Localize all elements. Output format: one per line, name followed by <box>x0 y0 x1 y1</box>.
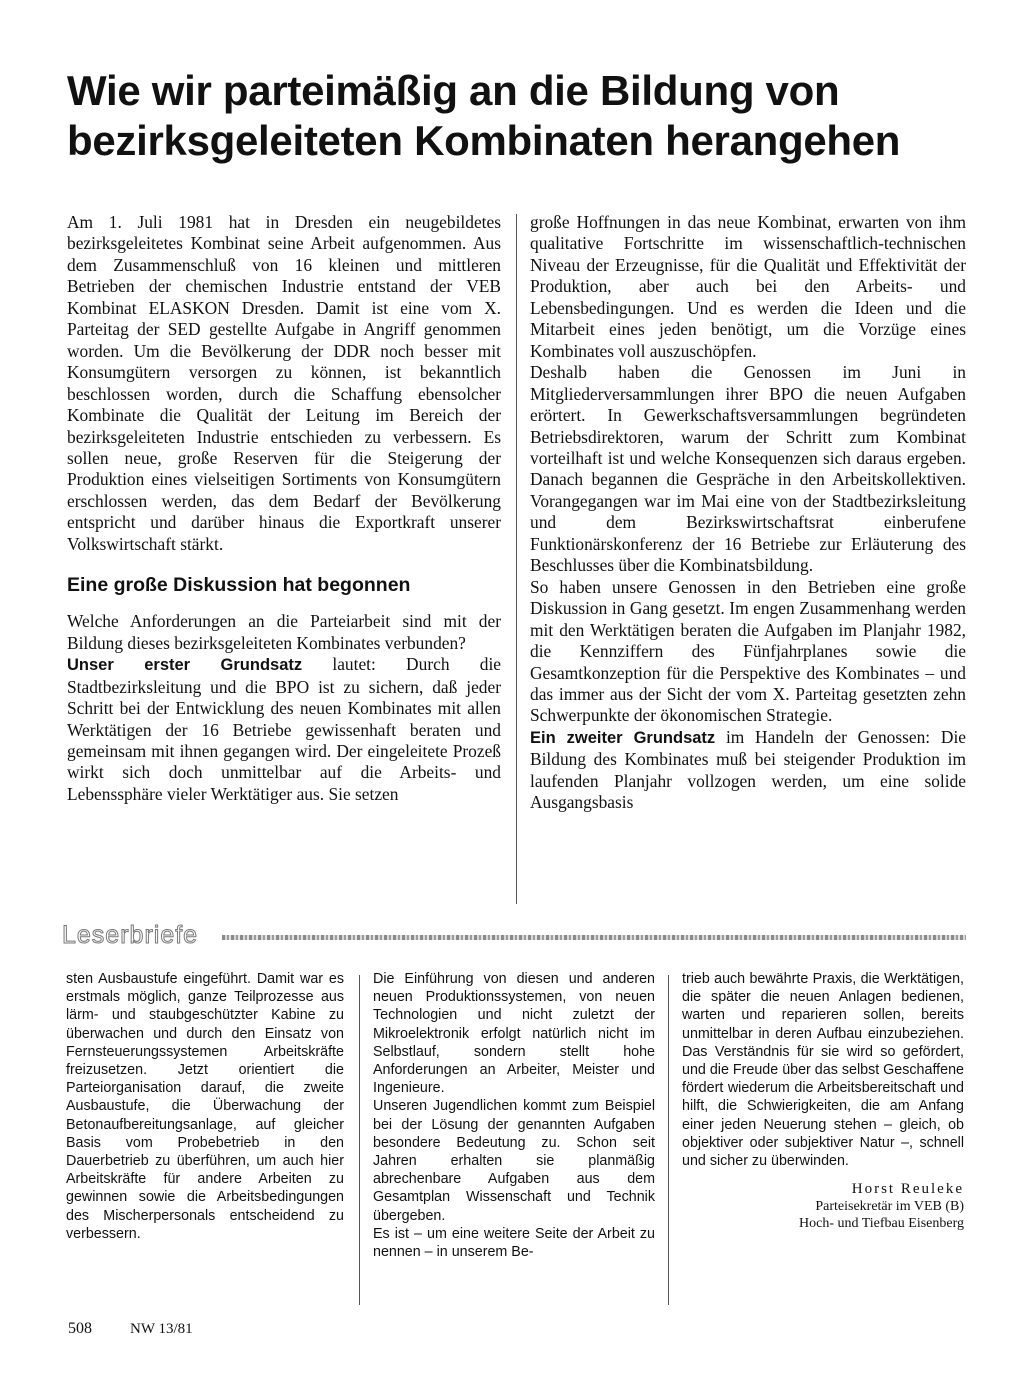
author-role: Parteisekretär im VEB (B) <box>815 1199 964 1215</box>
lead-phrase: Ein zweiter Grundsatz <box>530 728 716 747</box>
letter-paragraph: Die Einführung von diesen und anderen neuen Produktionssystemen, von neuen Technologien und nicht zuletzt der Mikroelektronik erfolgt natürlich nicht im Selbstlauf, sondern stellt hohe Anforderungen an Arbeiter, Meister und Ingenieure. <box>373 971 655 1097</box>
headline: Wie wir parteimäßig an die Bildung von bezirksgeleiteten Kombinaten herangehen <box>67 67 901 164</box>
paragraph-text: im Handeln der Genossen: Die Bildung des Kombinates muß bei steigender Produktion im laufenden Planjahr vollzogen werden, um eine solide Ausgangsbasis <box>530 726 966 813</box>
letters-column-3 <box>682 970 964 1232</box>
article-paragraph <box>530 727 966 814</box>
issue-label: NW 13/81 <box>130 1321 193 1337</box>
column-divider <box>359 975 360 1305</box>
article-paragraph: große Hoffnungen in das neue Kombinat, erwarten von ihm qualitative Fortschritte im wissenschaftlich-technischen Niveau der Erzeugnisse, für die Qualität und Effektivität der Produktion, aber auch bei den Arbeits- und Lebensbedingungen. Und es werden die Ideen und die Mitarbeit eines jeden benötigt, um die Vorzüge eines Kombinates voll auszuschöpfen. <box>530 212 966 361</box>
page-footer <box>68 1320 193 1338</box>
letters-column-1 <box>66 970 344 1243</box>
letters-column-2 <box>373 970 655 1261</box>
rubric-decorative-bar <box>222 935 966 940</box>
letter-paragraph: Es ist – um eine weitere Seite der Arbeit zu nennen – in unserem Be- <box>373 1225 655 1261</box>
article-paragraph: Am 1. Juli 1981 hat in Dresden ein neugebildetes bezirksgeleitetes Kombinat seine Arbeit aufgenommen. Aus dem Zusammenschluß von 16 kleinen und mittleren Betrieben der chemischen Industrie entstand der VEB Kombinat ELASKON Dresden. Damit ist eine vom X. Parteitag der SED gestellte Aufgabe in Angriff genommen worden. Um die Bevölkerung der DDR noch besser mit Konsumgütern versorgen zu können, ist bekanntlich beschlossen worden, durch die Schaffung ebensolcher Kombinate die Qualität der Leitung im Bereich der bezirksgeleiteten Industrie entschieden zu verbessern. Es sollen neue, große Reserven für die Steigerung der Produktion eines vielseitigen Sortiments von Konsumgütern erschlossen werden, das dem Bedarf der Bevölkerung entspricht und darüber hinaus die Exportkraft unserer Volkswirtschaft stärkt. <box>67 212 501 554</box>
paragraph-text: lautet: Durch die Stadtbezirksleitung und die BPO ist zu sichern, daß jeder Schritt bei der Entwicklung des neuen Kombinates mit allen Werktätigen der 16 Betriebe gewissenhaft beraten und gemeinsam mit ihnen gegangen wird. Der eingeleitete Prozeß wirkt sich doch unmittelbar auf die Arbeits- und Lebenssphäre vieler Werktätiger aus. Sie setzen <box>67 654 501 804</box>
author-affiliation: Hoch- und Tiefbau Eisenberg <box>799 1216 964 1232</box>
page-number: 508 <box>68 1320 92 1337</box>
letter-paragraph: Unseren Jugendlichen kommt zum Beispiel bei der Lösung der genannten Aufgaben besondere Bedeutung zu. Schon seit Jahren erhalten sie planmäßig abrechenbare Aufgaben aus dem Gesamtplan Wissenschaft und Technik übergeben. <box>373 1098 655 1224</box>
section-rubric: Leserbriefe <box>62 921 199 949</box>
author-name: Horst Reuleke <box>851 1181 964 1198</box>
article-paragraph: Deshalb haben die Genossen im Juni in Mitgliederversammlungen ihrer BPO die neuen Aufgaben erörtert. In Gewerkschaftsversammlungen begründeten Betriebsdirektoren, warum der Schritt zum Kombinat vorteilhaft ist und welche Konsequenzen sich daraus ergeben. Danach begannen die Gespräche in den Arbeitskollektiven. Vorangegangen war im Mai eine von der Stadtbezirksleitung und dem Bezirkswirtschaftsrat einberufene Funktionärskonferenz der 16 Betriebe zur Erläuterung des Beschlusses über die Kombinatsbildung. <box>530 362 966 576</box>
letter-signature <box>682 1180 964 1232</box>
article-column-right <box>530 212 966 814</box>
column-divider <box>516 214 517 904</box>
letter-paragraph: trieb auch bewährte Praxis, die Werktätigen, die später die neuen Anlagen bedienen, warten und reparieren sollen, bereits unmittelbar in deren Aufbau einzubeziehen. Das Verständnis für sie wird so gefördert, und die Freude über das selbst Geschaffene fördert wiederum die Arbeitsbereitschaft und hilft, die Schwierigkeiten, die am Anfang einer jeden Neuerung stehen – gleich, ob objektiver oder subjektiver Natur –, schnell und sicher zu überwinden. <box>682 971 964 1170</box>
section-subheading: Eine große Diskussion hat begonnen <box>67 574 411 597</box>
letter-paragraph: sten Ausbaustufe eingeführt. Damit war es erstmals möglich, ganze Teilprozesse aus lärm- und staubgeschützter Kabine zu überwachen und durch den Einsatz von Fernsteuerungssystemen Arbeitskräfte freizusetzen. Jetzt orientiert die Parteiorganisation darauf, die zweite Ausbaustufe, die Überwachung der Betonaufbereitungsanlage, auf gleicher Basis vom Probebetrieb in den Dauerbetrieb zu überführen, um auch hier Arbeitskräfte für andere Arbeiten zu gewinnen sowie die Arbeitsbedingungen des Mischerpersonals entscheidend zu verbessern. <box>66 971 344 1242</box>
column-divider <box>668 975 669 1305</box>
lead-phrase: Unser erster Grundsatz <box>67 656 303 675</box>
article-column-left <box>67 212 501 805</box>
article-paragraph <box>67 654 501 805</box>
article-paragraph: So haben unsere Genossen in den Betrieben eine große Diskussion in Gang gesetzt. Im engen Zusammenhang werden mit den Werktätigen beraten die Aufgaben im Planjahr 1982, die Kennziffern des Fünfjahrplanes sowie die Gesamtkonzeption für die Perspektive des Kombinates – und das immer aus der Sicht der vom X. Parteitag gesetzten zehn Schwerpunkte der ökonomischen Strategie. <box>530 576 966 726</box>
article-paragraph: Welche Anforderungen an die Parteiarbeit sind mit der Bildung dieses bezirksgeleiteten Kombinates verbunden? <box>67 611 501 653</box>
